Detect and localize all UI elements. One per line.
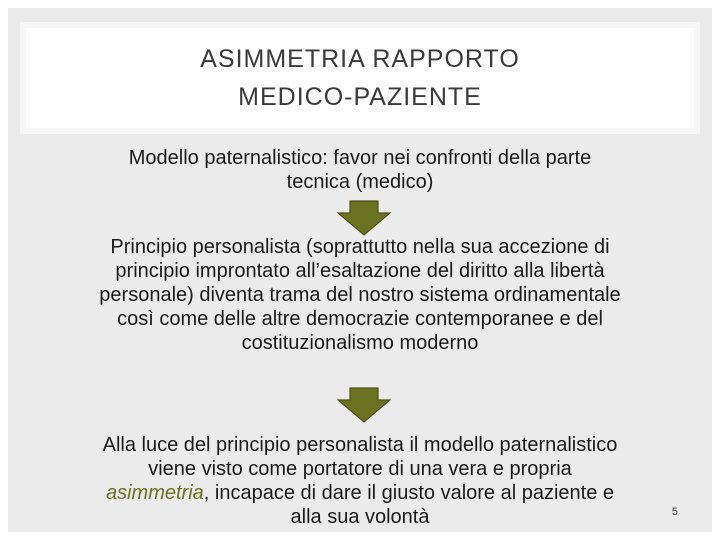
down-arrow-icon <box>336 200 392 236</box>
text-line <box>38 481 682 505</box>
down-arrow-icon <box>336 387 392 423</box>
text-line: alla sua volontà <box>290 506 430 528</box>
text-line: costituzionalismo moderno <box>241 332 479 354</box>
slide <box>8 8 712 532</box>
text-line: così come delle altre democrazie contemporanee e del <box>117 308 603 330</box>
text-line: Principio personalista (soprattutto nella sua accezione di <box>110 236 610 258</box>
paragraph-asymmetry-conclusion <box>38 433 682 529</box>
paragraph-personalist-principle <box>38 235 682 355</box>
paragraph-paternalistic-model <box>38 146 682 194</box>
page-number: 5 <box>671 506 678 518</box>
text-line: Alla luce del principio personalista il modello paternalistico <box>102 434 618 456</box>
text-line: personale) diventa trama del nostro sistema ordinamentale <box>99 284 621 306</box>
slide-title-line-2: MEDICO-PAZIENTE <box>238 83 482 111</box>
text-line: viene visto come portatore di una vera e propria <box>148 458 572 480</box>
text-line: tecnica (medico) <box>286 171 434 193</box>
emphasized-term: asimmetria <box>105 482 204 504</box>
text-line: Modello paternalistico: favor nei confronti della parte <box>128 147 592 169</box>
text-line: principio improntato all’esaltazione del diritto alla libertà <box>115 260 605 282</box>
title-box <box>20 22 700 134</box>
text-fragment: , incapace di dare il giusto valore al paziente e <box>203 482 615 504</box>
slide-title-line-1: ASIMMETRIA RAPPORTO <box>200 45 520 73</box>
